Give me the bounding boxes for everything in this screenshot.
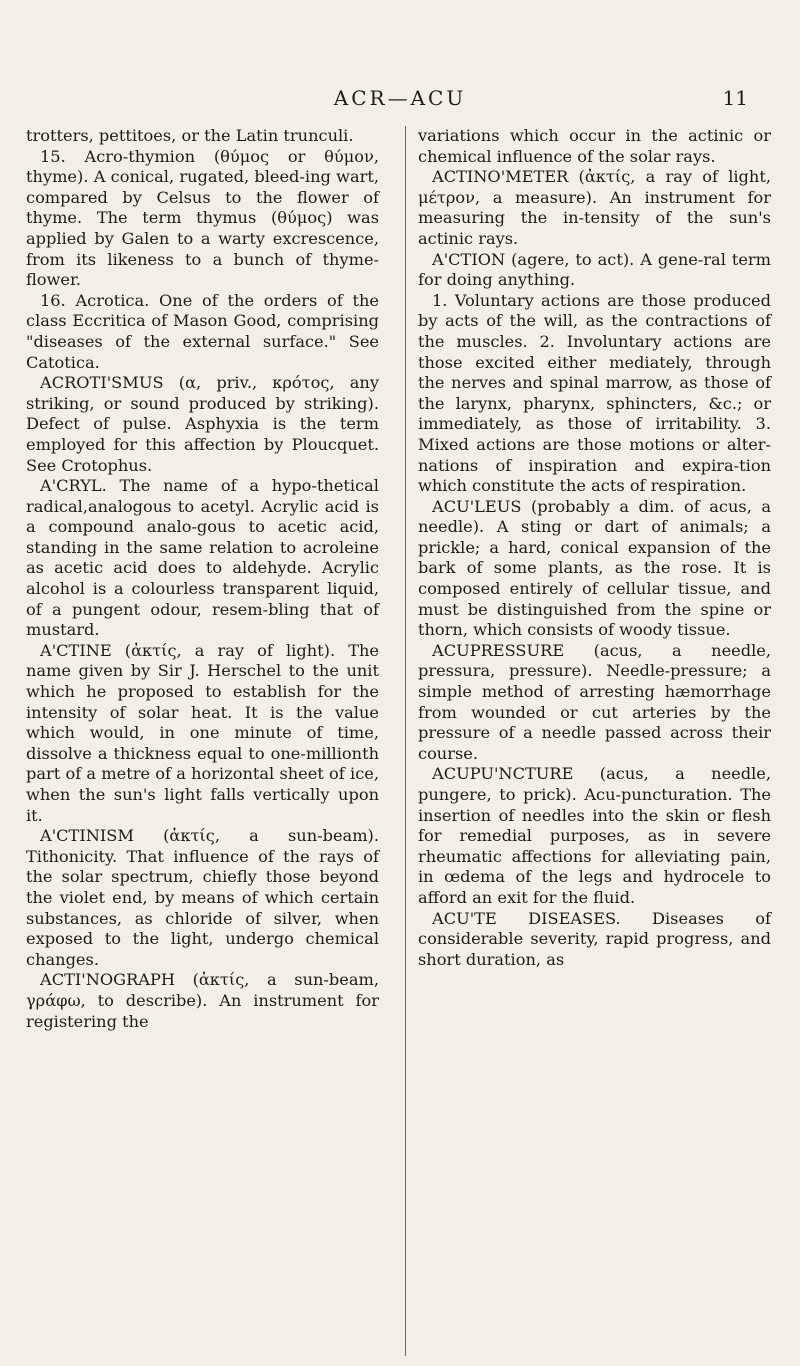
entry-acupressure: ACUPRESSURE (acus, a needle, pressura, pressure). Needle-pressure; a simple method of arresting hæmorrhage from wounded or cut arteries by the pressure of a needle passed across their course.: [418, 640, 771, 763]
entry-acryl: A'CRYL. The name of a hypo-thetical radical,analogous to acetyl. Acrylic acid is a compound analo-gous to acetic acid, standing in the same relation to acroleine as acetic acid does to aldehyde. Acrylic alcohol is a colourless transparent liquid, of a pungent odour, resem-bling that of mustard.: [26, 476, 379, 640]
entry-acute-diseases: ACU'TE DISEASES. Diseases of considerable severity, rapid progress, and short duration, as: [418, 908, 771, 969]
entry-acrotismus: ACROTI'SMUS (α, priv., κρότος, any striking, or sound produced by striking). Defect of pulse. Asphyxia is the term employed for this affection by Ploucquet. See Crotophus.: [26, 373, 379, 475]
right-column: [418, 126, 771, 970]
entry-acupuncture: ACUPU'NCTURE (acus, a needle, pungere, to prick). Acu-puncturation. The insertion of needles into the skin or flesh for remedial purposes, as in severe rheumatic affections for alleviating pain, in œdema of the legs and hydrocele to afford an exit for the fluid.: [418, 764, 771, 907]
left-column: [26, 126, 379, 1032]
entry-action: A'CTION (agere, to act). A gene-ral term for doing anything.: [418, 249, 771, 290]
page-number: 11: [722, 86, 748, 110]
entry-action-types: 1. Voluntary actions are those produced by acts of the will, as the contractions of the muscles. 2. Involuntary actions are those excited either mediately, through the nerves and spinal marrow, as those of the larynx, pharynx, sphincters, &c.; or immediately, as those of irritability. 3. Mixed actions are those motions or alter-nations of inspiration and expira-tion which constitute the acts of respiration.: [418, 290, 771, 496]
entry-actinometer: ACTINO'METER (ἀκτίς, a ray of light, μέτρον, a measure). An instrument for measuring the in-tensity of the sun's actinic rays.: [418, 167, 771, 248]
entry-acro-thymion: 15. Acro-thymion (θύμος or θύμον, thyme). A conical, rugated, bleed-ing wart, compared by Celsus to the flower of thyme. The term thymus (θύμος) was applied by Galen to a warty excrescence, from its likeness to a bunch of thyme-flower.: [26, 146, 379, 290]
entry-acrotica: 16. Acrotica. One of the orders of the class Eccritica of Mason Good, comprising "diseases of the external surface." See Catotica.: [26, 290, 379, 372]
entry-actinograph-continued: variations which occur in the actinic or chemical influence of the solar rays.: [418, 126, 771, 166]
entry-actinograph: ACTI'NOGRAPH (ἀκτίς, a sun-beam, γράφω, to describe). An instrument for registering the: [26, 970, 379, 1031]
page-title: ACR—ACU: [333, 86, 467, 110]
running-head: [0, 86, 800, 116]
entry-actinism: A'CTINISM (ἀκτίς, a sun-beam). Tithonicity. That influence of the rays of the solar spectrum, chiefly those beyond the violet end, by means of which certain substances, as chloride of silver, when exposed to the light, undergo chemical changes.: [26, 826, 379, 969]
entry-actine: A'CTINE (ἀκτίς, a ray of light). The name given by Sir J. Herschel to the unit which he proposed to establish for the intensity of solar heat. It is the value which would, in one minute of time, dissolve a thickness equal to one-millionth part of a metre of a horizontal sheet of ice, when the sun's light falls vertically upon it.: [26, 640, 379, 825]
entry-aculeus: ACU'LEUS (probably a dim. of acus, a needle). A sting or dart of animals; a prickle; a hard, conical expansion of the bark of some plants, as the rose. It is composed entirely of cellular tissue, and must be distinguished from the spine or thorn, which consists of woody tissue.: [418, 496, 771, 640]
entry-trunculi-continued: trotters, pettitoes, or the Latin trunculi.: [26, 126, 354, 145]
column-divider: [405, 126, 406, 1356]
